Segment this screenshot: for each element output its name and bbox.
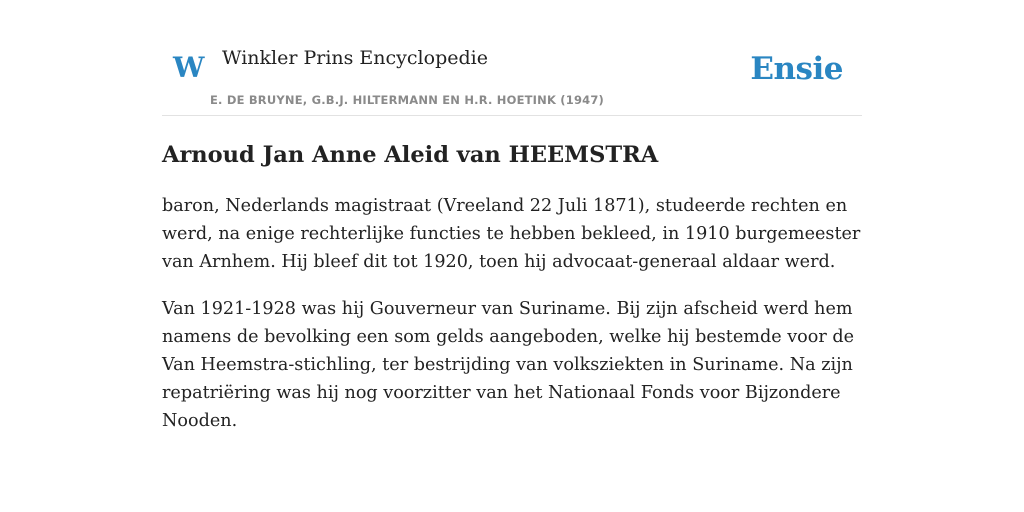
article-paragraph: baron, Nederlands magistraat (Vreeland 22 Juli 1871), studeerde rechten en werd, na enige rechterlijke functies te hebben bekleed, in 1910 burgemeester van Arnhem. Hij bleef dit tot 1920, toen hij advocaat-generaal aldaar werd. (162, 196, 861, 272)
winkler-prins-logo[interactable]: W (173, 51, 205, 84)
source-header (162, 38, 862, 116)
article-title: Arnoud Jan Anne Aleid van HEEMSTRA (162, 142, 659, 168)
ensie-logo[interactable]: Ensie (750, 51, 843, 87)
article-paragraph: Van 1921-1928 was hij Gouverneur van Suriname. Bij zijn afscheid werd hem namens de bevolking een som gelds aangeboden, welke hij bestemde voor de Van Heemstra-stichling, ter bestrijding van volksziekten in Suriname. Na zijn repatriëring was hij nog voorzitter van het Nationaal Fonds voor Bijzondere Nooden. (162, 299, 855, 431)
article-body (162, 192, 862, 454)
source-authors: E. DE BRUYNE, G.B.J. HILTERMANN EN H.R. HOETINK (1947) (210, 93, 605, 107)
source-title[interactable]: Winkler Prins Encyclopedie (222, 47, 488, 69)
